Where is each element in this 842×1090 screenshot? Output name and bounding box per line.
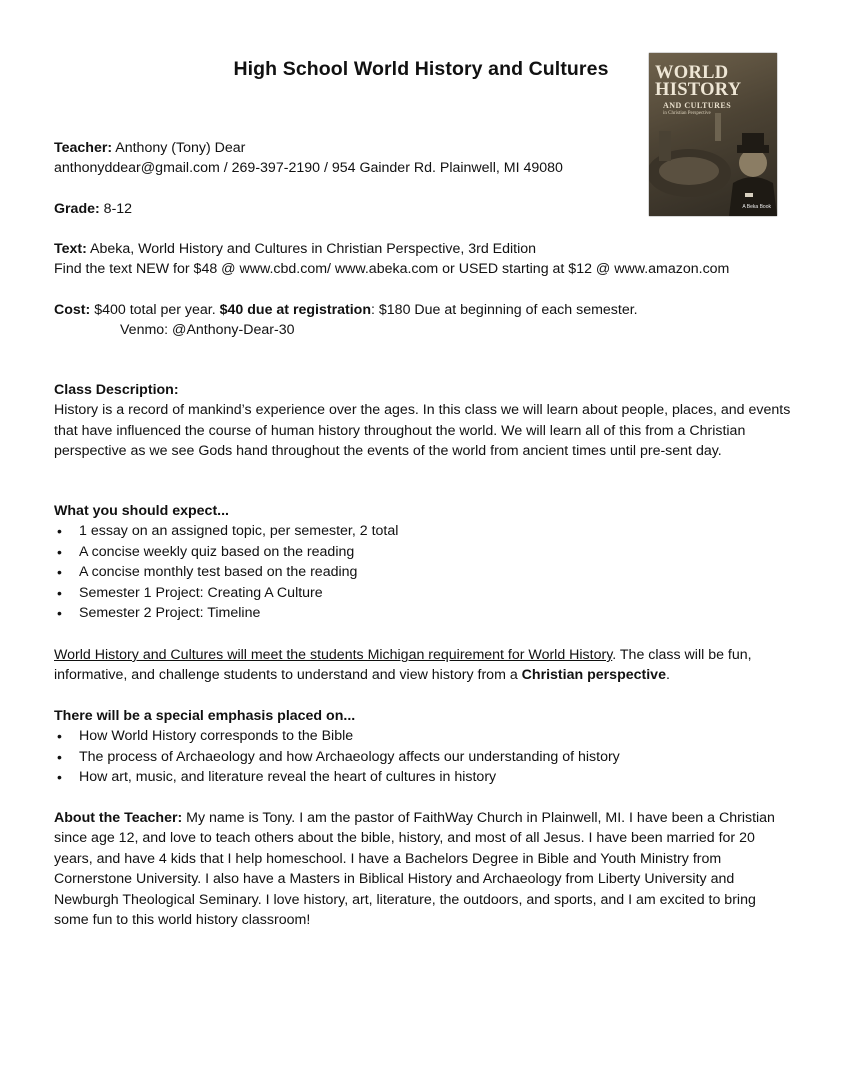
description-heading: Class Description:	[54, 382, 179, 398]
list-item: • Semester 2 Project: Timeline	[54, 603, 794, 623]
list-item: • Semester 1 Project: Creating A Culture	[54, 583, 794, 603]
description-section	[54, 380, 794, 462]
cover-tagline: in Christian Perspective	[663, 111, 711, 116]
list-item: • The process of Archaeology and how Archaeology affects our understanding of history	[54, 747, 794, 767]
text-section	[54, 239, 794, 280]
teacher-name: Anthony (Tony) Dear	[112, 140, 246, 156]
requirement-section	[54, 645, 794, 686]
expect-heading: What you should expect...	[54, 503, 229, 519]
emphasis-heading: There will be a special emphasis placed on...	[54, 708, 356, 724]
cover-subtitle: AND CULTURES	[663, 101, 732, 110]
requirement-end: .	[665, 667, 670, 684]
cost-label: Cost:	[54, 302, 91, 318]
teacher-section	[54, 138, 794, 179]
cost-semester: : $180 Due at beginning of each semester.	[371, 302, 638, 318]
expect-section	[54, 501, 794, 623]
cost-section	[54, 300, 794, 341]
cost-total: $400 total per year.	[90, 302, 220, 318]
list-item: • A concise weekly quiz based on the reading	[54, 542, 794, 562]
text-where: Find the text NEW for $48 @ www.cbd.com/ www.abeka.com or USED starting at $12 @ www.amazon.com	[54, 261, 730, 278]
cover-title: WORLD HISTORY	[655, 63, 742, 100]
list-item: • 1 essay on an assigned topic, per semester, 2 total	[54, 521, 794, 541]
list-item: • A concise monthly test based on the reading	[54, 562, 794, 582]
text-value: Abeka, World History and Cultures in Christian Perspective, 3rd Edition	[86, 241, 537, 257]
teacher-contact: anthonyddear@gmail.com / 269-397-2190 / 954 Gainder Rd. Plainwell, MI 49080	[54, 160, 563, 177]
description-body: History is a record of mankind’s experience over the ages. In this class we will learn about people, places, and events that have influenced the course of human history throughout the world. We will learn all of this from a Christian perspective as we see Gods hand throughout the events of the world from ancient times until pre-sent day.	[54, 402, 791, 460]
about-label: About the Teacher:	[54, 810, 183, 826]
teacher-label: Teacher:	[54, 140, 113, 156]
grade-section	[54, 199, 794, 219]
text-label: Text:	[54, 241, 87, 257]
cost-registration: $40 due at registration	[219, 302, 372, 318]
page-title: High School World History and Cultures	[233, 58, 609, 80]
expect-list	[54, 521, 794, 623]
requirement-bold: Christian perspective	[521, 667, 666, 684]
about-section	[54, 808, 794, 930]
cover-publisher: A Beka Book	[742, 204, 771, 210]
emphasis-section	[54, 706, 794, 788]
list-item: • How World History corresponds to the Bible	[54, 726, 794, 746]
venmo: Venmo: @Anthony-Dear-30	[120, 322, 295, 339]
about-body: My name is Tony. I am the pastor of FaithWay Church in Plainwell, MI. I have been a Christian since age 12, and love to teach others about the bible, history, and most of all Jesus. I have been married for 20 years, and have 4 kids that I help homeschool. I have a Bachelors Degree in Bible and Youth Ministry from Cornerstone University. I also have a Masters in Biblical History and Archaeology from Liberty University and Newburgh Theological Seminary. I love history, art, literature, the outdoors, and sports, and I am excited to bring some fun to this world history classroom!	[54, 810, 775, 929]
requirement-rest: . The class will be fun, informative, and challenge students to understand and view history from a	[54, 647, 752, 684]
emphasis-list	[54, 726, 794, 787]
requirement-underlined: World History and Cultures will meet the students Michigan requirement for World History	[54, 647, 613, 663]
grade-label: Grade:	[54, 201, 100, 217]
book-cover-image	[649, 53, 777, 216]
list-item: • How art, music, and literature reveal the heart of cultures in history	[54, 767, 794, 787]
grade-value: 8-12	[99, 201, 133, 217]
